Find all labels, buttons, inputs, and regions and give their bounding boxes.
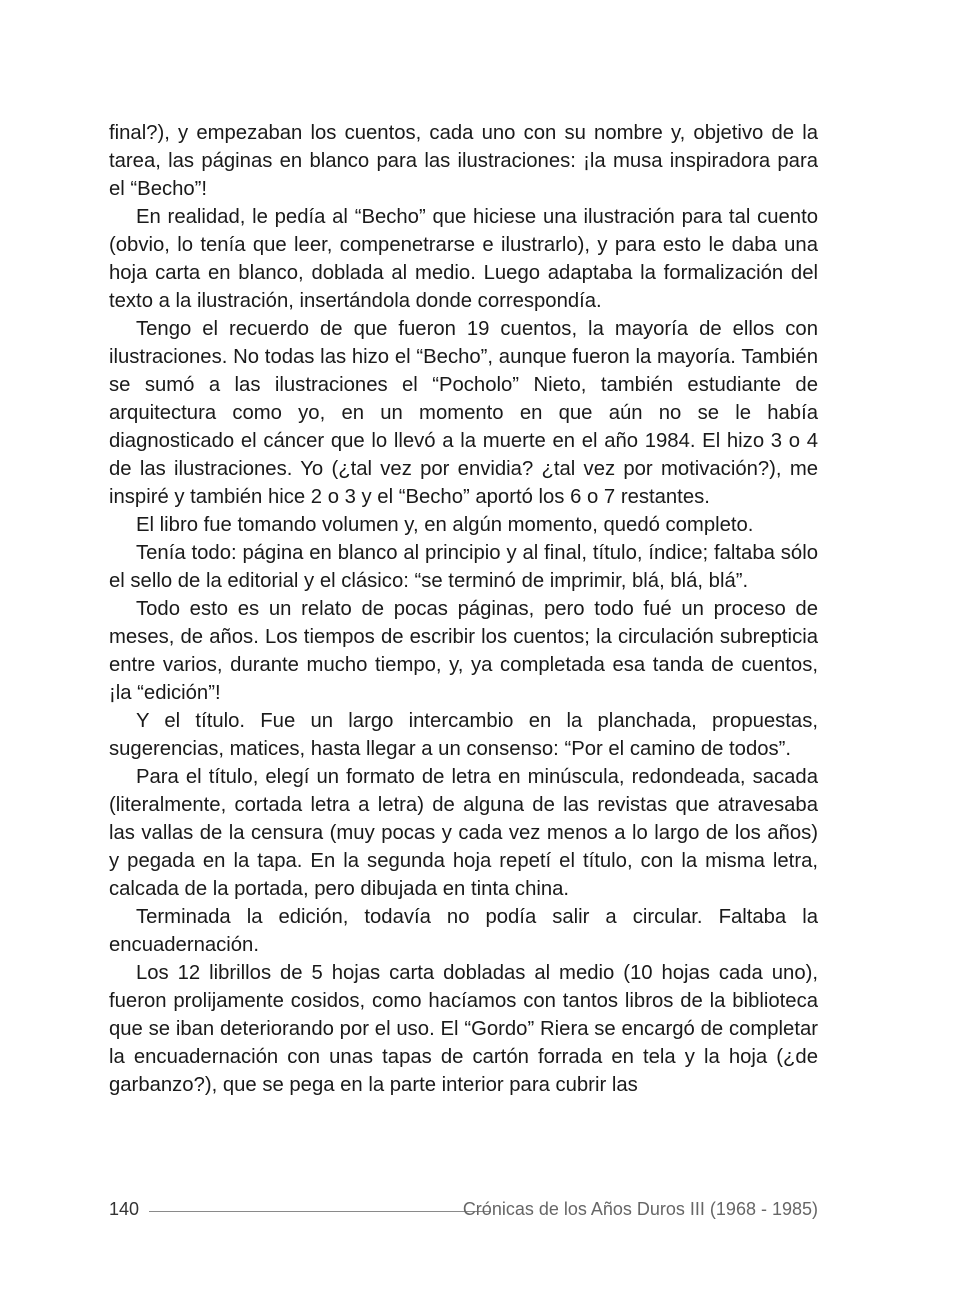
footer-rule	[149, 1211, 491, 1212]
paragraph-10: Los 12 librillos de 5 hojas carta dobladas al medio (10 hojas cada uno), fueron prolijamente cosidos, como hacíamos con tantos libros de la biblioteca que se iban deteriorando por el uso. El “Gordo” Riera se encargó de completar la encuadernación con unas tapas de cartón forrada en tela y la hoja (¿de garbanzo?), que se pega en la parte interior para cubrir las	[109, 962, 818, 1096]
paragraph-2: En realidad, le pedía al “Becho” que hiciese una ilustración para tal cuento (obvio, lo tenía que leer, compenetrarse e ilustrarlo), y para esto le daba una hoja carta en blanco, doblada al medio. Luego adaptaba la formalización del texto a la ilustración, insertándola donde correspondía.	[109, 206, 818, 312]
page-number: 140	[109, 1199, 140, 1219]
paragraph-3: Tengo el recuerdo de que fueron 19 cuentos, la mayoría de ellos con ilustraciones. No todas las hizo el “Becho”, aunque fueron la mayoría. También se sumó a las ilustraciones el “Pocholo” Nieto, también estudiante de arquitectura como yo, en un momento en que aún no se le había diagnosticado el cáncer que lo llevó a la muerte en el año 1984. El hizo 3 o 4 de las ilustraciones. Yo (¿tal vez por envidia? ¿tal vez por motivación?), me inspiré y también hice 2 o 3 y el “Becho” aportó los 6 o 7 restantes.	[109, 318, 818, 508]
paragraph-7: Y el título. Fue un largo intercambio en la planchada, propuestas, sugerencias, matices, hasta llegar a un consenso: “Por el camino de todos”.	[109, 710, 818, 760]
paragraph-9: Terminada la edición, todavía no podía salir a circular. Faltaba la encuadernación.	[109, 906, 818, 956]
paragraph-8: Para el título, elegí un formato de letra en minúscula, redondeada, sacada (literalmente, cortada letra a letra) de alguna de las revistas que atravesaba las vallas de la censura (muy pocas y cada vez menos a lo largo de los años) y pegada en la tapa. En la segunda hoja repetí el título, con la misma letra, calcada de la portada, pero dibujada en tinta china.	[109, 766, 818, 900]
body-text	[109, 119, 818, 1099]
paragraph-4: El libro fue tomando volumen y, en algún momento, quedó completo.	[136, 514, 754, 536]
paragraph-1: final?), y empezaban los cuentos, cada uno con su nombre y, objetivo de la tarea, las páginas en blanco para las ilustraciones: ¡la musa inspiradora para el “Becho”!	[109, 122, 818, 200]
running-title: Crónicas de los Años Duros III (1968 - 1985)	[462, 1199, 818, 1219]
paragraph-5: Tenía todo: página en blanco al principio y al final, título, índice; faltaba sólo el sello de la editorial y el clásico: “se terminó de imprimir, blá, blá, blá”.	[109, 542, 818, 592]
page-footer	[109, 1196, 818, 1224]
paragraph-6: Todo esto es un relato de pocas páginas, pero todo fué un proceso de meses, de años. Los tiempos de escribir los cuentos; la circulación subrepticia entre varios, durante mucho tiempo, y, ya completada esa tanda de cuentos, ¡la “edición”!	[109, 598, 818, 704]
